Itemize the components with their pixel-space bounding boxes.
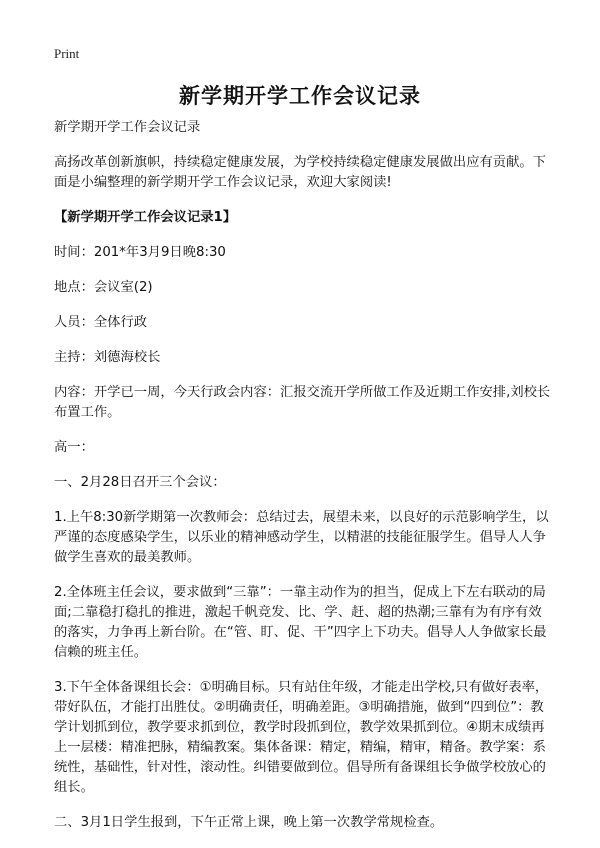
document-body	[54, 118, 554, 848]
subtitle-paragraph: 新学期开学工作会议记录	[54, 120, 201, 135]
meeting-time: 时间：201*年3月9日晚8:30	[54, 245, 226, 260]
item-two: 二、3月1日学生报到，下午正常上课，晚上第一次教学常规检查。	[54, 815, 444, 830]
meeting-content: 内容：开学已一周，今天行政会内容：汇报交流开学所做工作及近期工作安排,刘校长布置工作。	[54, 385, 551, 420]
meeting-location: 地点：会议室(2)	[54, 280, 153, 295]
item-one-point-3: 3.下午全体备课组长会：①明确目标。只有站住年级，才能走出学校,只有做好表率，带好队伍，才能打出胜仗。②明确责任，明确差距。③明确措施，做到“四到位”：教学计划抓到位，教学要求抓到位，教学时段抓到位，教学效果抓到位。④期末成绩再上一层楼：精准把脉，精编教案。集体备课：精定，精编，精审，精备。教学案：系统性，基础性，针对性，滚动性。纠错要做到位。倡导所有备课组长争做学校放心的组长。	[54, 680, 549, 795]
item-one-heading: 一、2月28日召开三个会议：	[54, 475, 226, 490]
meeting-attendees: 人员：全体行政	[54, 315, 148, 330]
meeting-host: 主持：刘德海校长	[54, 350, 161, 365]
grade-heading: 高一：	[54, 440, 94, 455]
intro-paragraph: 高扬改革创新旗帜，持续稳定健康发展，为学校持续稳定健康发展做出应有贡献。下面是小编整理的新学期开学工作会议记录，欢迎大家阅读!	[54, 155, 546, 190]
item-one-point-1: 1.上午8:30新学期第一次教师会：总结过去，展望未来，以良好的示范影响学生，以严谨的态度感染学生，以乐业的精神感动学生，以精湛的技能征服学生。倡导人人争做学生喜欢的最美教师。	[54, 510, 549, 565]
item-one-point-2: 2.全体班主任会议，要求做到“三靠”：一靠主动作为的担当，促成上下左右联动的局面;二靠稳打稳扎的推进，激起千帆竞发、比、学、赶、超的热潮;三靠有为有序有效的落实，力争再上新台阶。在“管、盯、促、干”四字上下功夫。倡导人人争做家长最信赖的班主任。	[54, 585, 547, 660]
print-label: Print	[54, 46, 80, 61]
document-title: 新学期开学工作会议记录	[179, 84, 421, 108]
section-heading: 【新学期开学工作会议记录1】	[54, 210, 237, 225]
